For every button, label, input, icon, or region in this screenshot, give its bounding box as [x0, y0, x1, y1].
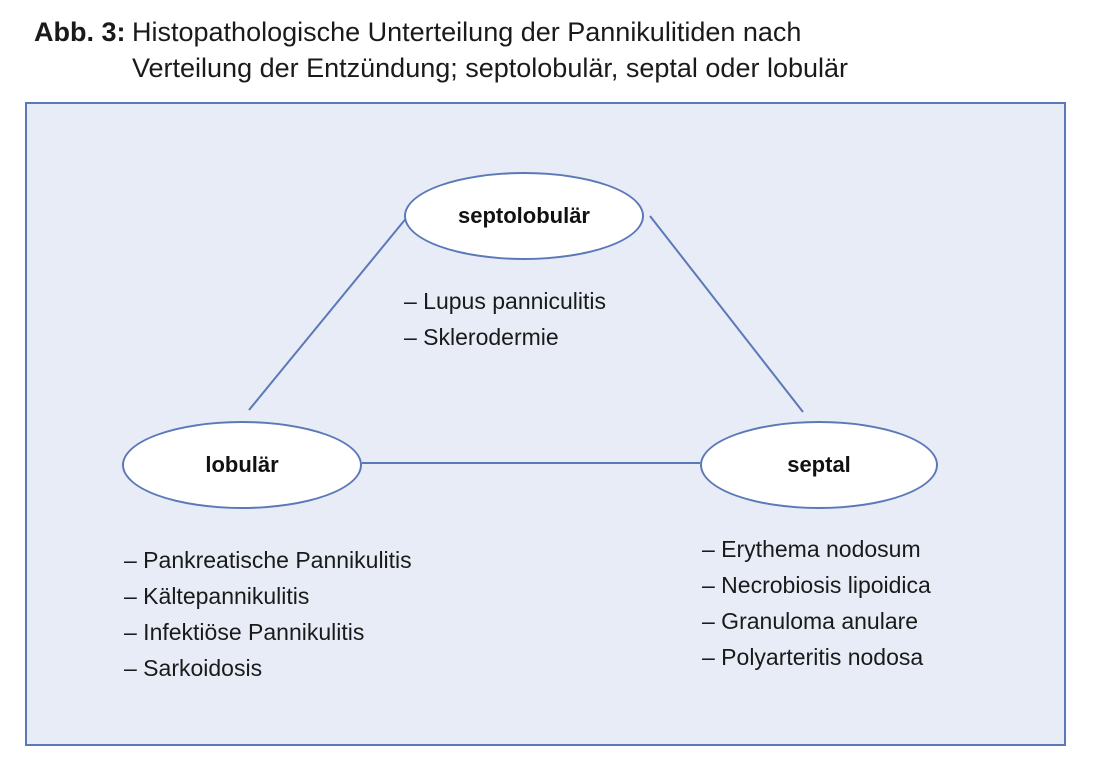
list-item: – Granuloma anulare: [702, 608, 919, 634]
septal-list: [702, 531, 931, 675]
caption-line-1: Histopathologische Unterteilung der Pannikulitiden nach: [132, 17, 802, 47]
septolobular-list: [404, 283, 606, 355]
list-item: – Kältepannikulitis: [124, 583, 310, 609]
node-label: septolobulär: [457, 203, 590, 228]
node-septolobular: [404, 172, 644, 260]
node-lobular: [122, 421, 362, 509]
node-label: septal: [787, 452, 851, 477]
list-item: – Necrobiosis lipoidica: [702, 572, 931, 598]
edge-septolobular-septal: [650, 216, 803, 412]
list-item: – Sarkoidosis: [124, 655, 263, 681]
caption-line-2: Verteilung der Entzündung; septolobulär, septal oder lobulär: [132, 53, 849, 83]
edge-septolobular-lobular: [249, 216, 408, 410]
list-item: – Erythema nodosum: [702, 536, 921, 562]
node-septal: [700, 421, 938, 509]
list-item: – Sklerodermie: [404, 324, 559, 350]
list-item: – Lupus panniculitis: [404, 288, 607, 314]
node-label: lobulär: [205, 452, 279, 477]
caption-label: Abb. 3:: [34, 17, 126, 47]
list-item: – Infektiöse Pannikulitis: [124, 619, 365, 645]
lobular-list: [124, 542, 412, 686]
list-item: – Pankreatische Pannikulitis: [124, 547, 412, 573]
list-item: – Polyarteritis nodosa: [702, 644, 924, 670]
